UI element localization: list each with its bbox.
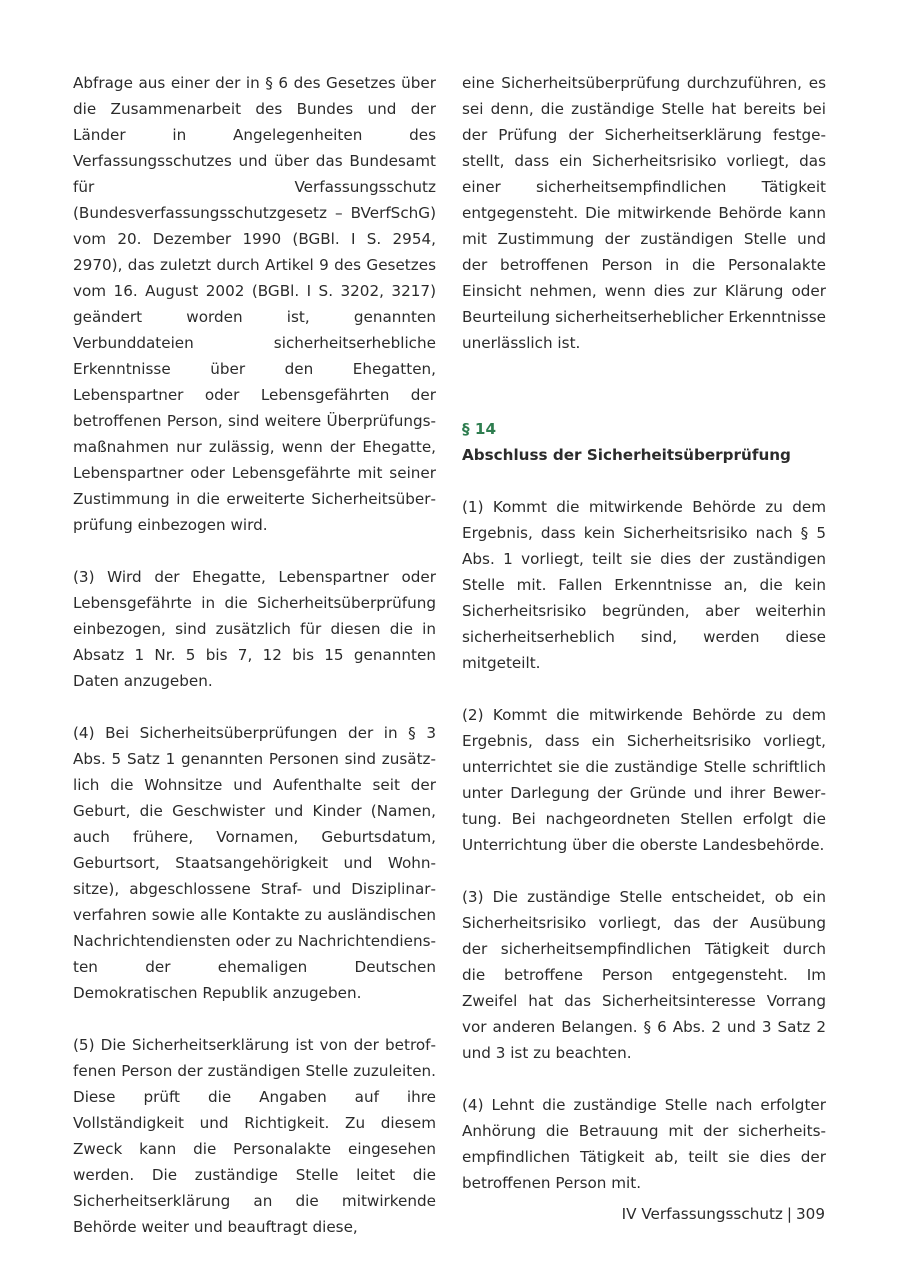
right-paragraph-1: (1) Kommt die mitwirkende Behörde zu dem Ergebnis, dass kein Sicherheitsrisiko nach § 5 Abs. 1 vorliegt, teilt sie dies der zuständigen Stelle mit. Fallen Erkenntnisse an, die kein Sicherheitsrisiko begründen, aber weiterhin sicherheitserheblich sind, werden diese mitgeteilt.	[462, 498, 826, 672]
right-column	[462, 70, 826, 1222]
right-paragraph-4: (4) Lehnt die zuständige Stelle nach erfolgter Anhörung die Betrauung mit der sicherheitsempfindlichen Tätigkeit ab, teilt sie dies der betroffenen Person mit.	[462, 1096, 826, 1192]
page-footer	[622, 1203, 825, 1225]
left-paragraph-2: (3) Wird der Ehegatte, Lebenspartner oder Lebensgefährte in die Sicherheitsüberprüfung einbezogen, sind zusätzlich für diesen die in Absatz 1 Nr. 5 bis 7, 12 bis 15 genannten Daten anzugeben.	[73, 568, 436, 690]
footer-separator: |	[786, 1205, 792, 1223]
section-title: Abschluss der Sicherheitsüberprüfung	[462, 446, 791, 464]
left-column	[73, 70, 436, 1266]
footer-chapter: IV Verfassungsschutz	[621, 1205, 783, 1223]
left-paragraph-1: Abfrage aus einer der in § 6 des Gesetzes über die Zusammenarbeit des Bundes und der Länder in Angelegenheiten des Verfassungsschutzes und über das Bundesamt für Verfassungsschutz (Bundesverfassungsschutzgesetz – BVerfSchG) vom 20. Dezember 1990 (BGBl. I S. 2954, 2970), das zuletzt durch Artikel 9 des Gesetzes vom 16. August 2002 (BGBl. I S. 3202, 3217) geändert worden ist, genannten Verbunddateien sicherheitserhebliche Erkenntnisse über den Ehegatten, Lebenspartner oder Lebensgefährten der betroffenen Person, sind weitere Überprüfungsmaßnahmen nur zulässig, wenn der Ehegatte, Lebenspartner oder Lebensgefährte mit seiner Zustimmung in die erweiterte Sicherheitsüberprüfung einbezogen wird.	[73, 74, 436, 534]
left-paragraph-4: (5) Die Sicherheitserklärung ist von der betroffenen Person der zuständigen Stelle zuzuleiten. Diese prüft die Angaben auf ihre Vollständigkeit und Richtigkeit. Zu diesem Zweck kann die Personalakte eingesehen werden. Die zuständige Stelle leitet die Sicherheitserklärung an die mitwirkende Behörde weiter und beauftragt diese,	[73, 1036, 436, 1236]
right-paragraph-3: (3) Die zuständige Stelle entscheidet, ob ein Sicherheitsrisiko vorliegt, das der Ausübung der sicherheitsempfindlichen Tätigkeit durch die betroffene Person entgegensteht. Im Zweifel hat das Sicherheitsinteresse Vorrang vor anderen Belangen. § 6 Abs. 2 und 3 Satz 2 und 3 ist zu beachten.	[462, 888, 826, 1062]
left-paragraph-3: (4) Bei Sicherheitsüberprüfungen der in § 3 Abs. 5 Satz 1 genannten Personen sind zusätzlich die Wohnsitze und Aufenthalte seit der Geburt, die Geschwister und Kinder (Namen, auch frühere, Vornamen, Geburtsdatum, Geburtsort, Staatsangehörigkeit und Wohnsitze), abgeschlossene Straf- und Disziplinarverfahren sowie alle Kontakte zu ausländischen Nachrichtendiensten oder zu Nachrichtendiensten der ehemaligen Deutschen Demokratischen Republik anzugeben.	[73, 724, 436, 1002]
right-intro-paragraph: eine Sicherheitsüberprüfung durchzuführen, es sei denn, die zuständige Stelle hat bereits bei der Prüfung der Sicherheitserklärung festgestellt, dass ein Sicherheitsrisiko vorliegt, das einer sicherheitsempfindlichen Tätigkeit entgegensteht. Die mitwirkende Behörde kann mit Zustimmung der zuständigen Stelle und der betroffenen Person in die Personalakte Einsicht nehmen, wenn dies zur Klärung oder Beurteilung sicherheitserheblicher Erkenntnisse unerlässlich ist.	[462, 74, 826, 352]
page-number: 309	[796, 1205, 825, 1223]
section-number: § 14	[462, 420, 497, 438]
right-paragraph-2: (2) Kommt die mitwirkende Behörde zu dem Ergebnis, dass ein Sicherheitsrisiko vorliegt, unterrichtet sie die zuständige Stelle schriftlich unter Darlegung der Gründe und ihrer Bewertung. Bei nachgeordneten Stellen erfolgt die Unterrichtung über die oberste Landesbehörde.	[462, 706, 826, 854]
